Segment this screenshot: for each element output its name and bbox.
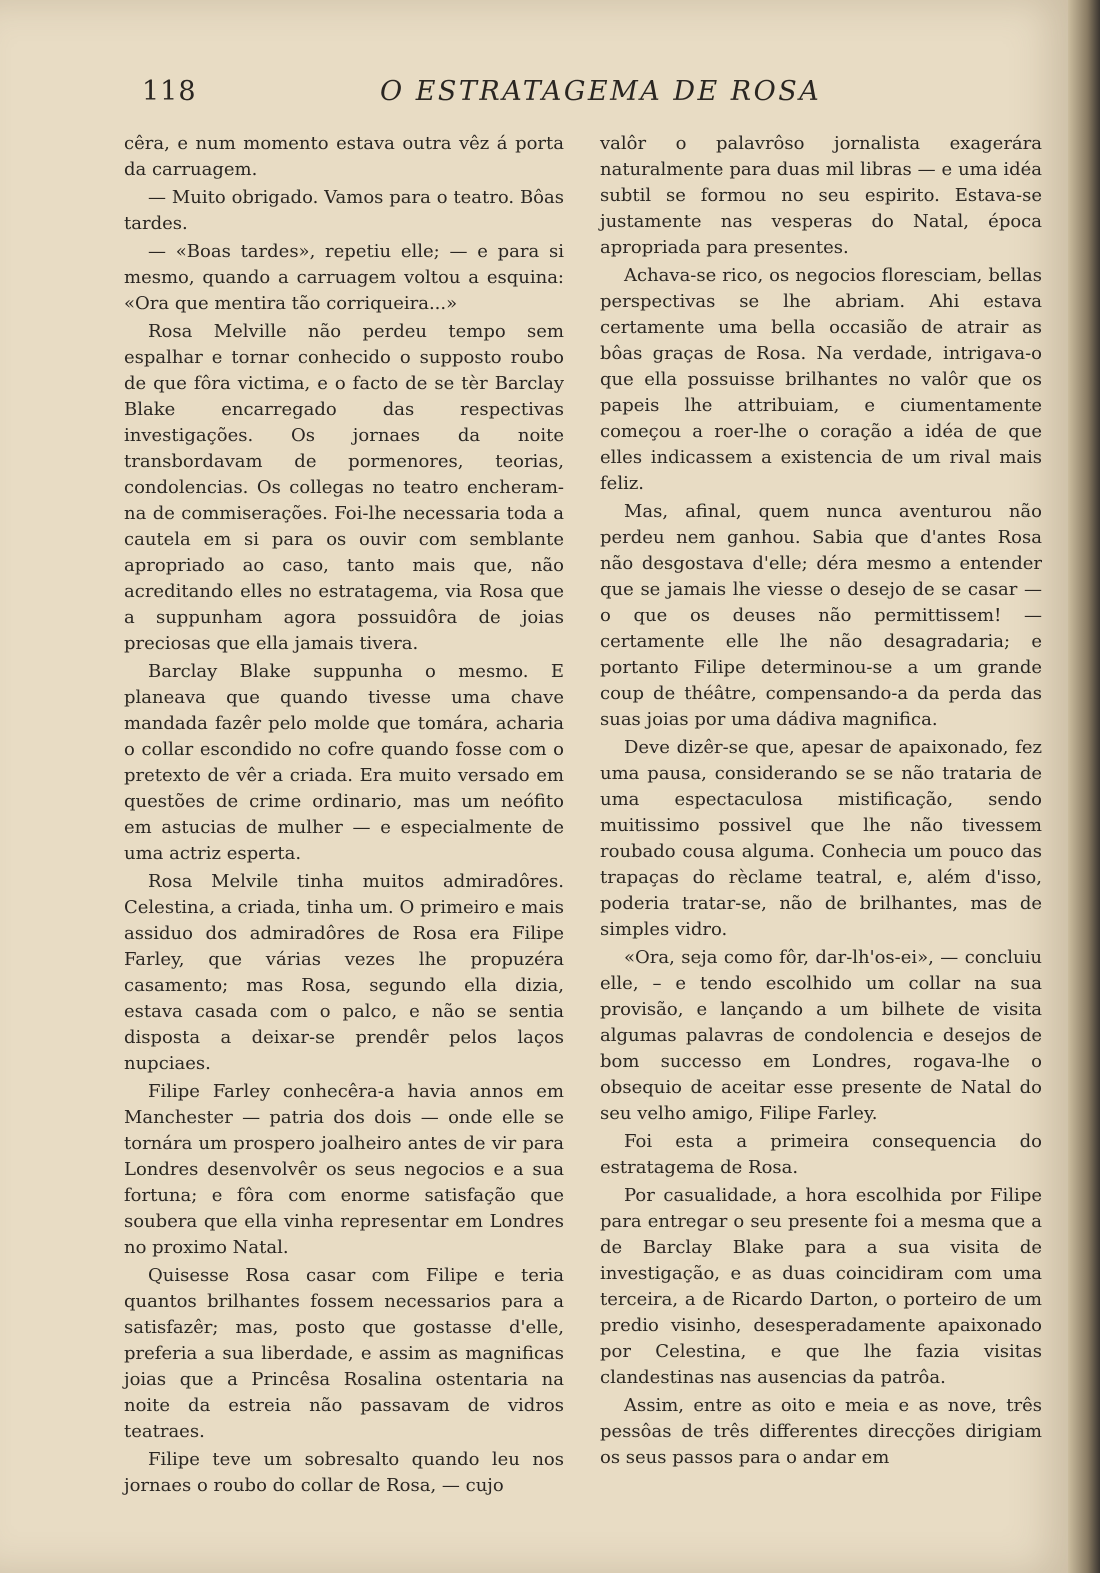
paragraph: Filipe teve um sobresalto quando leu nos jornaes o roubo do collar de Rosa, — cujo: [124, 1449, 564, 1496]
paragraph: Assim, entre as oito e meia e as nove, três pessôas de três differentes direcções dirigiam os seus passos para o andar em: [600, 1395, 1042, 1468]
paragraph: Achava-se rico, os negocios floresciam, bellas perspectivas se lhe abriam. Ahi estava certamente uma bella occasião de atrair as bôas graças de Rosa. Na verdade, intrigava-o que ella possuisse brilhantes no valôr que os papeis lhe attribuiam, e ciumentamente começou a roer-lhe o coração a idéa de que elles indicassem a existencia de um rival mais feliz.: [600, 265, 1042, 494]
right-column: [600, 131, 1042, 1473]
paragraph: Mas, afinal, quem nunca aventurou não perdeu nem ganhou. Sabia que d'antes Rosa não desgostava d'elle; déra mesmo a entender que se jamais lhe viesse o desejo de se casar — o que os deuses não permittissem! — certamente elle lhe não desagradaria; e portanto Filipe determinou-se a um grande coup de théâtre, compensando-a da perda das suas joias por uma dádiva magnifica.: [600, 501, 1042, 730]
paragraph: Rosa Melville não perdeu tempo sem espalhar e tornar conhecido o supposto roubo de que fôra victima, e o facto de se tèr Barclay Blake encarregado das respectivas investigações. Os jornaes da noite transbordavam de pormenores, teorias, condolencias. Os collegas no teatro encheram-na de commiserações. Foi-lhe necessaria toda a cautela em si para os ouvir com semblante apropriado ao caso, tanto mais que, não acreditando elles no estratagema, via Rosa que a suppunham agora possuidôra de joias preciosas que ella jamais tivera.: [124, 321, 564, 654]
paragraph: «Ora, seja como fôr, dar-lh'os-ei», — concluiu elle, – e tendo escolhido um collar na sua provisão, e lançando a um bilhete de visita algumas palavras de condolencia e desejos de bom successo em Londres, rogava-lhe o obsequio de aceitar esse presente de Natal do seu velho amigo, Filipe Farley.: [600, 947, 1042, 1124]
paragraph: Por casualidade, a hora escolhida por Filipe para entregar o seu presente foi a mesma que a de Barclay Blake para a sua visita de investigação, e as duas coincidiram com uma terceira, a de Ricardo Darton, o porteiro de um predio visinho, desesperadamente apaixonado por Celestina, e que lhe fazia visitas clandestinas nas ausencias da patrôa.: [600, 1185, 1042, 1388]
left-column: [124, 131, 564, 1501]
paragraph: — «Boas tardes», repetiu elle; — e para si mesmo, quando a carruagem voltou a esquina: «Ora que mentira tão corriqueira...»: [124, 241, 564, 314]
paragraph: cêra, e num momento estava outra vêz á porta da carruagem.: [124, 133, 564, 180]
paragraph: Quisesse Rosa casar com Filipe e teria quantos brilhantes fossem necessarios para a satisfazêr; mas, posto que gostasse d'elle, preferia a sua liberdade, e assim as magnificas joias que a Princêsa Rosalina ostentaria na noite da estreia não passavam de vidros teatraes.: [124, 1265, 564, 1442]
paragraph: Foi esta a primeira consequencia do estratagema de Rosa.: [600, 1131, 1042, 1178]
paragraph: Filipe Farley conhecêra-a havia annos em Manchester — patria dos dois — onde elle se tornára um prospero joalheiro antes de vir para Londres desenvolvêr os seus negocios e a sua fortuna; e fôra com enorme satisfação que soubera que ella vinha representar em Londres no proximo Natal.: [124, 1081, 564, 1258]
paragraph: Barclay Blake suppunha o mesmo. E planeava que quando tivesse uma chave mandada fazêr pelo molde que tomára, acharia o collar escondido no cofre quando fosse com o pretexto de vêr a criada. Era muito versado em questões de crime ordinario, mas um neófito em astucias de mulher — e especialmente de uma actriz esperta.: [124, 661, 564, 864]
page-edge: [1068, 0, 1100, 1573]
paragraph: Deve dizêr-se que, apesar de apaixonado, fez uma pausa, considerando se se não trataria de uma espectaculosa mistificação, sendo muitissimo possivel que lhe não tivessem roubado cousa alguma. Conhecia um pouco das trapaças do rèclame teatral, e, além d'isso, poderia tratar-se, não de brilhantes, mas de simples vidro.: [600, 737, 1042, 940]
page-number: 118: [142, 76, 197, 107]
running-title: O ESTRATAGEMA DE ROSA: [380, 76, 822, 107]
paragraph: — Muito obrigado. Vamos para o teatro. Bôas tardes.: [124, 187, 564, 234]
paragraph: valôr o palavrôso jornalista exagerára naturalmente para duas mil libras — e uma idéa subtil se formou no seu espirito. Estava-se justamente nas vesperas do Natal, época apropriada para presentes.: [600, 133, 1042, 258]
paragraph: Rosa Melvile tinha muitos admiradôres. Celestina, a criada, tinha um. O primeiro e mais assiduo dos admiradôres de Rosa era Filipe Farley, que várias vezes lhe propuzéra casamento; mas Rosa, segundo ella dizia, estava casada com o palco, e não se sentia disposta a deixar-se prendêr pelos laços nupciaes.: [124, 871, 564, 1074]
page-header: [0, 76, 1080, 116]
